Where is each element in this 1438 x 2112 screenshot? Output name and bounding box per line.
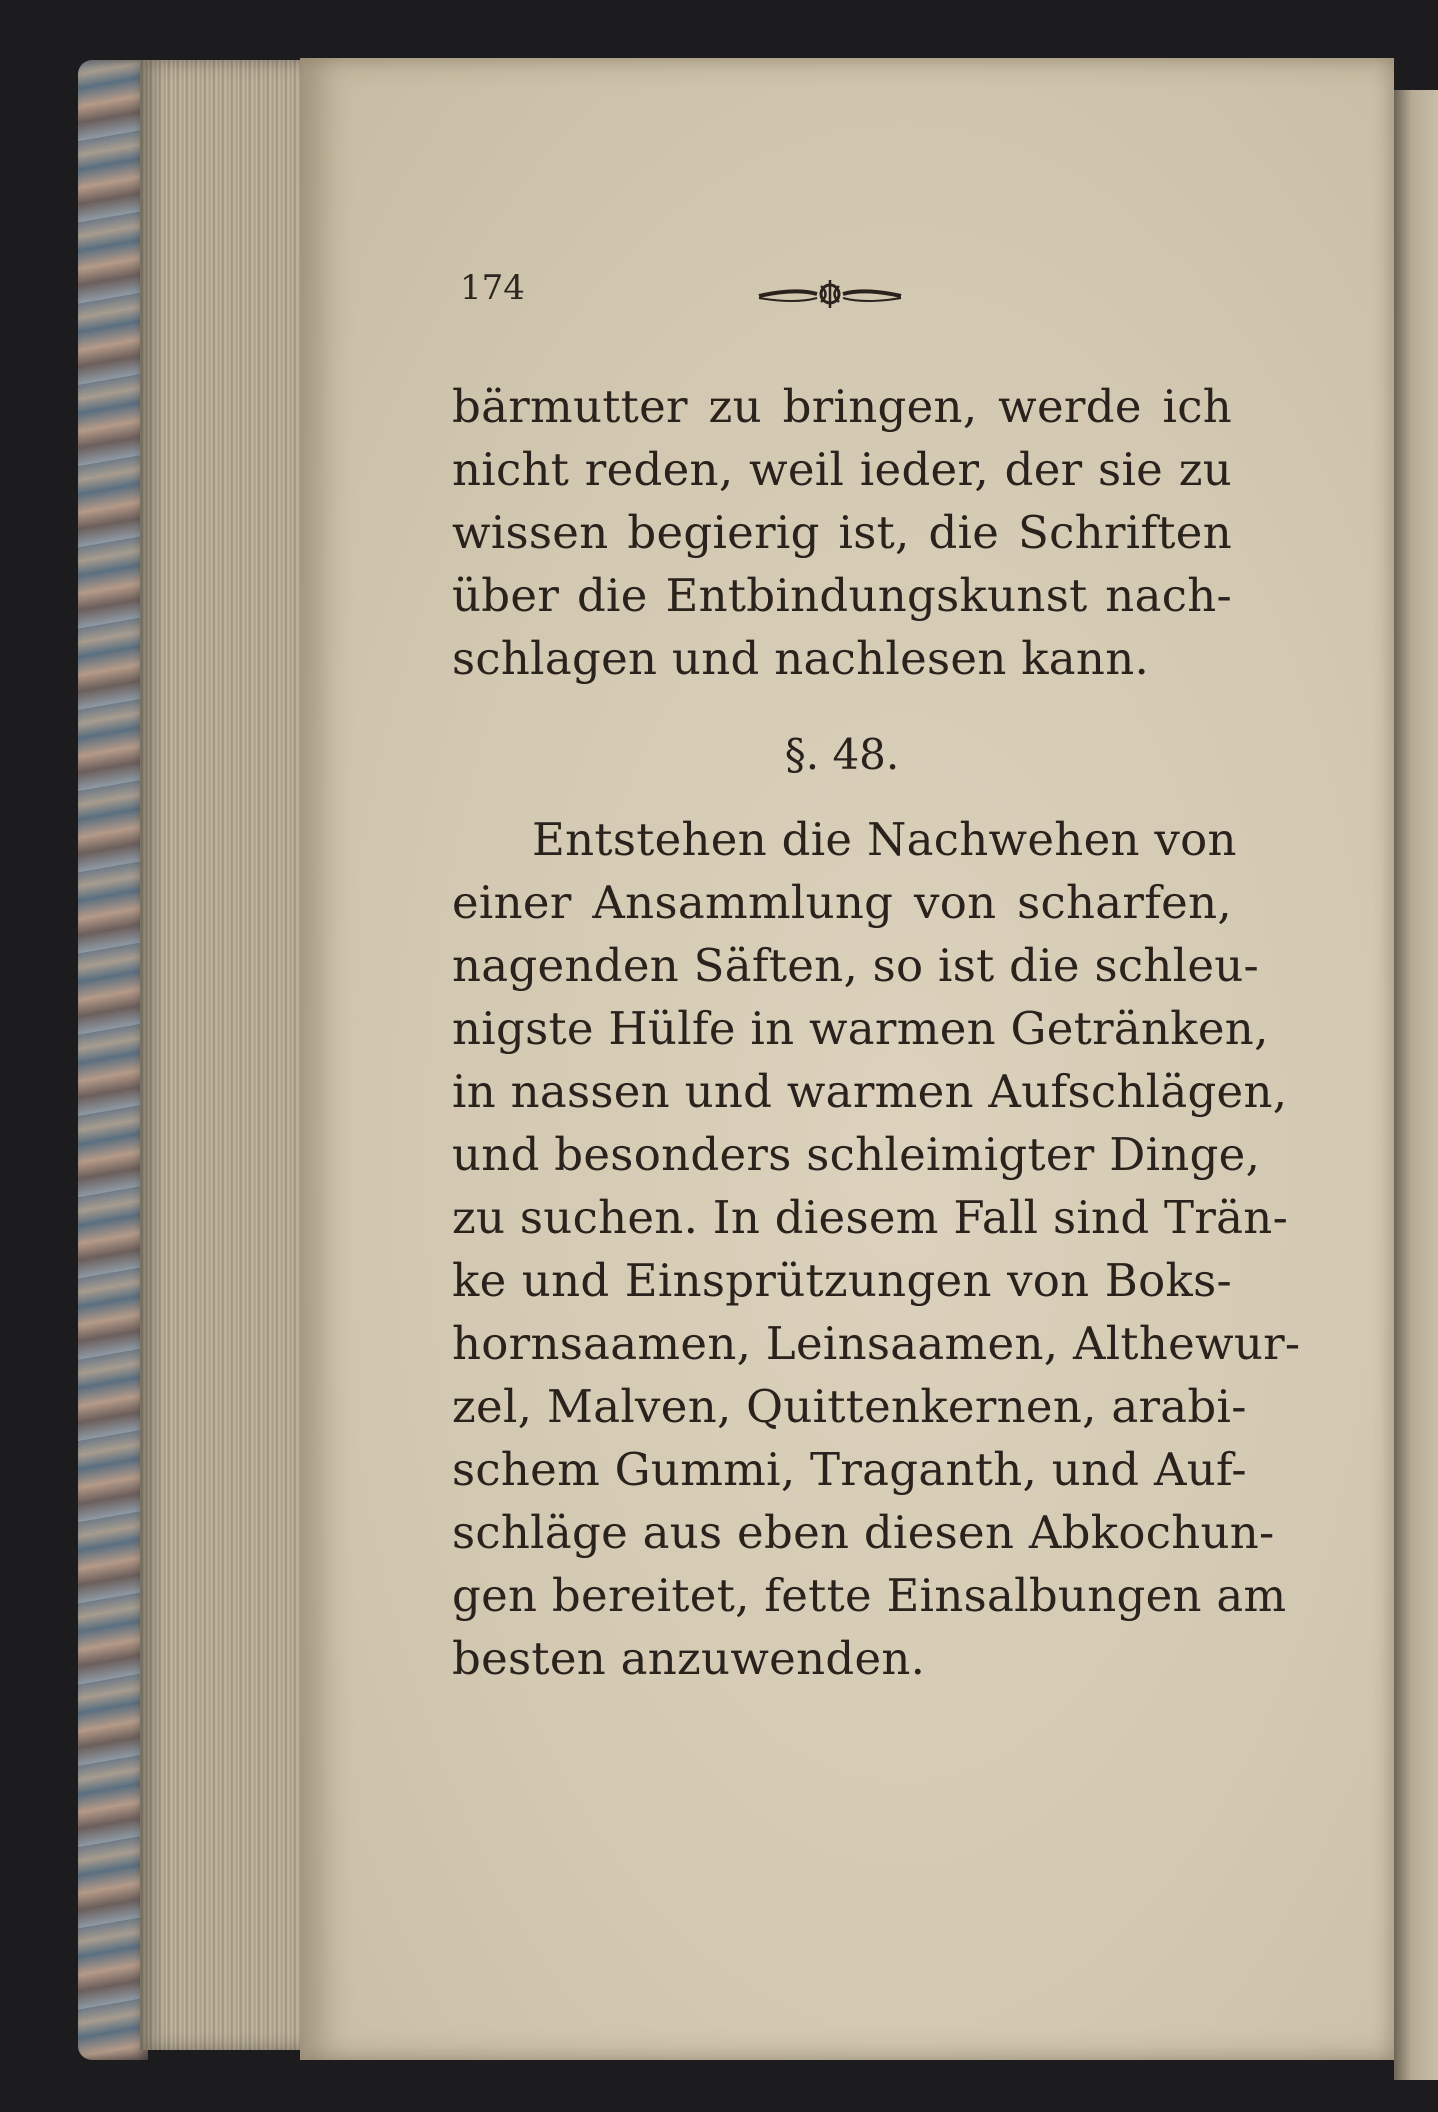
text-line: besten anzuwenden. — [452, 1632, 926, 1685]
printer-ornament-icon — [755, 274, 905, 314]
marbled-spine — [78, 60, 148, 2060]
text-line: einer Ansammlung von scharfen, — [452, 876, 1232, 929]
text-line: bärmutter zu bringen, werde ich — [452, 380, 1232, 433]
text-line: über die Entbindungskunst nach- — [452, 569, 1232, 622]
text-line: Entstehen die Nachwehen von — [532, 813, 1237, 866]
page-edges — [140, 60, 320, 2050]
text-line: schlagen und nachlesen kann. — [452, 632, 1150, 685]
text-line: wissen begierig ist, die Schriften — [452, 506, 1232, 559]
text-line: ke und Einsprützungen von Boks- — [452, 1254, 1232, 1307]
text-line: schem Gummi, Traganth, und Auf- — [452, 1443, 1247, 1496]
text-line: gen bereitet, fette Einsalbungen am — [452, 1569, 1287, 1622]
text-line: zel, Malven, Quittenkernen, arabi- — [452, 1380, 1247, 1433]
text-line: nicht reden, weil ieder, der sie zu — [452, 443, 1232, 496]
paragraph-continued — [452, 375, 1232, 690]
text-line: und besonders schleimigter Dinge, — [452, 1128, 1261, 1181]
text-line: in nassen und warmen Aufschlägen, — [452, 1065, 1288, 1118]
text-line: nigste Hülfe in warmen Getränken, — [452, 1002, 1269, 1055]
page-header — [460, 268, 1260, 328]
text-line: zu suchen. In diesem Fall sind Trän- — [452, 1191, 1289, 1244]
paragraph-section-48 — [452, 808, 1301, 1690]
page-number: 174 — [460, 268, 525, 308]
section-heading: §. 48. — [784, 730, 900, 779]
facing-page-edge — [1394, 90, 1438, 2080]
text-line: schläge aus eben diesen Abkochun- — [452, 1506, 1275, 1559]
text-line: hornsaamen, Leinsaamen, Althewur- — [452, 1317, 1301, 1370]
text-line: nagenden Säften, so ist die schleu- — [452, 939, 1260, 992]
